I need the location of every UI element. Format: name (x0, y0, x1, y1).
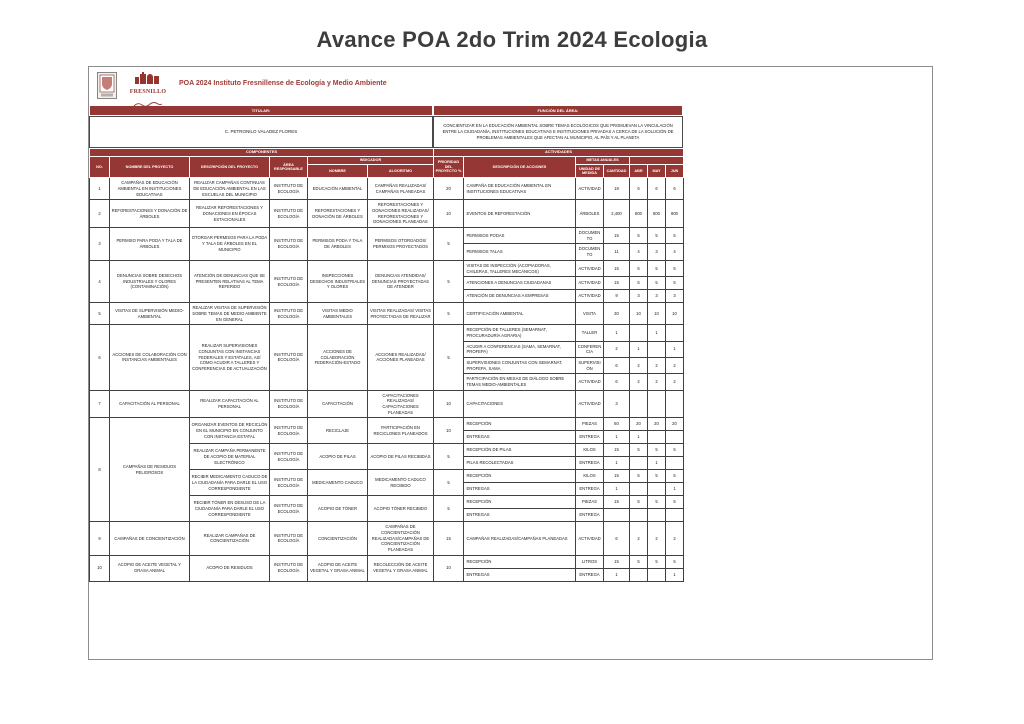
cell-cantidad: 3 (604, 390, 630, 418)
fresnillo-logo (125, 71, 171, 113)
cell-nombre-proyecto: ACCIONES DE COLABORACIÓN CON INSTANCIAS AMBIENTALES (110, 325, 190, 390)
header-months-spacer (630, 156, 684, 165)
cell-cantidad (604, 509, 630, 522)
cell-abr: 5 (630, 496, 648, 509)
cell-descripcion-accion: CAMPAÑA DE EDUCACIÓN AMBIENTAL EN INSTITUCIONES EDUCATIVAS (464, 178, 576, 200)
cell-descripcion-proyecto: REALIZAR REFORESTACIONES Y DONACIONES EN ÉPOCAS ESTACIONALES (190, 200, 270, 228)
table-row (90, 260, 684, 276)
cell-algoritmo: RECOLECCIÓN DE ACEITE VEGETAL Y GRASA ANIMAL (368, 555, 434, 581)
cell-descripcion-accion: ATENCIÓN DE DENUNCIAS A EMPRESAS (464, 290, 576, 303)
cell-prioridad: 10 (434, 418, 464, 444)
cell-descripcion-accion: SUPERVISIONES CONJUNTAS CON SEMARNAT, PROFEPA, SAMA (464, 357, 576, 373)
cell-abr: 10 (630, 303, 648, 325)
cell-prioridad: 5 (434, 303, 464, 325)
cell-jun: 5 (666, 260, 684, 276)
cell-nombre-proyecto: CAMPAÑAS DE EDUCACIÓN AMBIENTAL EN INSTITUCIONES EDUCATIVAS (110, 178, 190, 200)
cell-algoritmo: MEDICAMENTO CADUCO RECIBIDO (368, 470, 434, 496)
cell-area-responsable: INSTITUTO DE ECOLOGÍA (270, 303, 308, 325)
cell-unidad-medida: ENTREGA (576, 568, 604, 581)
document-header (89, 67, 684, 105)
cell-unidad-medida: TALLER (576, 325, 604, 341)
cell-prioridad: 5 (434, 260, 464, 302)
cell-jun: 800 (666, 200, 684, 228)
header-nombre-proyecto: NOMBRE DEL PROYECTO (110, 156, 190, 178)
cell-descripcion-accion: PARTICIPACIÓN EN MESAS DE DIÁLOGO SOBRE TEMAS MEDIO-AMBIENTALES (464, 374, 576, 390)
cell-cantidad: 15 (604, 496, 630, 509)
table-row (90, 200, 684, 228)
header-unidad-medida: UNIDAD DE MEDIDA (576, 165, 604, 178)
cell-unidad-medida: CONFERENCIA (576, 341, 604, 357)
cell-cantidad: 60 (604, 418, 630, 431)
cell-cantidad: 2 (604, 341, 630, 357)
cell-unidad-medida: ENTREGA (576, 483, 604, 496)
cell-descripcion-proyecto: ORGANIZAR EVENTOS DE RECICLÓN EN EL MUNICIPIO EN CONJUNTO CON INSTANCIA ESTATAL (190, 418, 270, 444)
cell-descripcion-proyecto: ACOPIO DE RESIDUOS (190, 555, 270, 581)
cell-nombre-proyecto: DENUNCIAS SOBRE DESECHOS INDUSTRIALES Y OLORES (CONTAMINACIÓN) (110, 260, 190, 302)
cell-unidad-medida: SUPERVISIÓN (576, 357, 604, 373)
cell-descripcion-accion: PERMISOS TALAS (464, 244, 576, 260)
header-metas-anuales: METAS ANUALES (576, 156, 630, 165)
cell-abr: 2 (630, 357, 648, 373)
fresnillo-wordmark: FRESNILLO (129, 89, 167, 95)
cell-descripcion-accion: RECEPCIÓN (464, 496, 576, 509)
cell-abr: 1 (630, 431, 648, 444)
header-band-row (90, 149, 684, 157)
cell-descripcion-accion: ENTREGAS (464, 483, 576, 496)
cell-jun: 20 (666, 418, 684, 431)
cell-may: 10 (648, 303, 666, 325)
header-no: NO. (90, 156, 110, 178)
cell-jun: 5 (666, 555, 684, 568)
cell-unidad-medida: KILOS (576, 444, 604, 457)
cell-descripcion-proyecto: ATENCIÓN DE DENUNCIAS QUE SE PRESENTEN RELATIVAS AL TEMA REFERIDO (190, 260, 270, 302)
cell-area-responsable: INSTITUTO DE ECOLOGÍA (270, 325, 308, 390)
cell-area-responsable: INSTITUTO DE ECOLOGÍA (270, 390, 308, 418)
page-title: Avance POA 2do Trim 2024 Ecologia (316, 27, 708, 52)
cell-descripcion-proyecto: REALIZAR CAMPAÑAS DE CONCIENTIZACIÓN (190, 522, 270, 555)
cell-descripcion-accion: RECEPCIÓN DE TALLERES (SEMARNAT, PROCURADURÍA AGRARIA) (464, 325, 576, 341)
cell-no: 6 (90, 325, 110, 390)
cell-indicador-nombre: REFORESTACIONES Y DONACIÓN DE ÁRBOLES (308, 200, 368, 228)
cell-nombre-proyecto: PERMISO PARA PODA Y TALA DE ÁRBOLES (110, 228, 190, 261)
poa-table (89, 148, 684, 582)
cell-may: 2 (648, 357, 666, 373)
cell-cantidad: 1 (604, 568, 630, 581)
cell-jun (666, 431, 684, 444)
cell-jun: 10 (666, 303, 684, 325)
cell-area-responsable: INSTITUTO DE ECOLOGÍA (270, 228, 308, 261)
cell-area-responsable: INSTITUTO DE ECOLOGÍA (270, 470, 308, 496)
cell-nombre-proyecto: ACOPIO DE ACEITE VEGETAL Y GRASA ANIMAL (110, 555, 190, 581)
cell-nombre-proyecto: CAPACITACIÓN AL PERSONAL (110, 390, 190, 418)
cell-descripcion-proyecto: REALIZAR SUPERVISIONES CONJUNTAS CON INSTANCIAS FEDERALES Y ESTATALES, ASÍ COMO ACUDIR A TALLERES Y CONFERENCIAS DE ACTUALIZACIÓN (190, 325, 270, 390)
header-abr: ABR (630, 165, 648, 178)
cell-may: 20 (648, 418, 666, 431)
cell-unidad-medida: ACTIVIDAD (576, 290, 604, 303)
header-componentes: COMPONENTES (90, 149, 434, 157)
cell-may: 5 (648, 228, 666, 244)
cell-indicador-nombre: CAPACITACIÓN (308, 390, 368, 418)
table-row (90, 325, 684, 341)
funcion-area-value: CONCIENTIZAR EN LA EDUCACIÓN AMBIENTAL SOBRE TEMAS ECOLÓGICOS QUE PROMUEVAN LA VINCULACIÓN ENTRE LA CIUDADANÍA, INSTITUCIONES EDUCATIVAS E INSTITUCIONES PRIVADAS A CERCA DE LA SOLUCIÓN DE PROBLEMAS AMBIENTALES QUE AFECTAN AL MUNICIPIO, AL PAÍS Y AL PLANETA (433, 116, 683, 148)
cell-indicador-nombre: PERMISOS PODA Y TALA DE ÁRBOLES (308, 228, 368, 261)
cell-area-responsable: INSTITUTO DE ECOLOGÍA (270, 555, 308, 581)
cell-cantidad: 15 (604, 228, 630, 244)
org-title: POA 2024 Instituto Fresnillense de Ecología y Medio Ambiente (179, 80, 387, 87)
table-row (90, 555, 684, 568)
table-row (90, 228, 684, 244)
cell-may: 1 (648, 457, 666, 470)
cell-cantidad: 6 (604, 357, 630, 373)
cell-indicador-nombre: VISITAS MEDIO AMBIENTALES (308, 303, 368, 325)
header-indicador-nombre: NOMBRE (308, 165, 368, 178)
cell-jun: 6 (666, 178, 684, 200)
cell-algoritmo: ACOPIO DE PILAS RECIBIDAS (368, 444, 434, 470)
cell-jun: 2 (666, 374, 684, 390)
cell-cantidad: 30 (604, 303, 630, 325)
cell-unidad-medida: ENTREGA (576, 457, 604, 470)
cell-indicador-nombre: ACOPIO DE PILAS (308, 444, 368, 470)
fresnillo-script-squiggle (133, 102, 163, 108)
titular-label: TITULAR: (89, 105, 433, 116)
cell-unidad-medida: DOCUMENTO (576, 228, 604, 244)
cell-area-responsable: INSTITUTO DE ECOLOGÍA (270, 418, 308, 444)
cell-may: 6 (648, 178, 666, 200)
cell-unidad-medida: ACTIVIDAD (576, 390, 604, 418)
cell-area-responsable: INSTITUTO DE ECOLOGÍA (270, 496, 308, 522)
cell-may: 2 (648, 374, 666, 390)
table-row (90, 390, 684, 418)
cell-jun (666, 390, 684, 418)
cell-descripcion-accion: EVENTOS DE REFORESTACIÓN (464, 200, 576, 228)
cell-nombre-proyecto: CAMPAÑAS DE RESIDUOS PELIGROSOS (110, 418, 190, 522)
cell-no: 2 (90, 200, 110, 228)
cell-no: 9 (90, 522, 110, 555)
cell-prioridad: 5 (434, 228, 464, 261)
cell-unidad-medida: ACTIVIDAD (576, 522, 604, 555)
cell-algoritmo: DENUNCIAS ATENDIDAS/ DENUNCIAS PROYECTADAS DE ATENDER (368, 260, 434, 302)
cell-indicador-nombre: ACCIONES DE COLABORACIÓN FEDERACIÓN-ESTADO (308, 325, 368, 390)
cell-may: 3 (648, 244, 666, 260)
header-jun: JUN (666, 165, 684, 178)
cell-unidad-medida: ACTIVIDAD (576, 178, 604, 200)
cell-cantidad: 1 (604, 483, 630, 496)
cell-area-responsable: INSTITUTO DE ECOLOGÍA (270, 200, 308, 228)
cell-area-responsable: INSTITUTO DE ECOLOGÍA (270, 178, 308, 200)
cell-jun (666, 457, 684, 470)
cell-cantidad: 15 (604, 277, 630, 290)
cell-cantidad: 11 (604, 244, 630, 260)
cell-jun: 2 (666, 357, 684, 373)
cell-may: 5 (648, 470, 666, 483)
table-row (90, 178, 684, 200)
cell-algoritmo: CAMPAÑAS DE CONCIENTIZACIÓN REALIZADAS/CAMPAÑAS DE CONCIENTIZACIÓN PLANEADAS (368, 522, 434, 555)
cell-abr: 2 (630, 522, 648, 555)
municipal-crest-logo (97, 72, 117, 104)
cell-area-responsable: INSTITUTO DE ECOLOGÍA (270, 260, 308, 302)
cell-no: 3 (90, 228, 110, 261)
cell-unidad-medida: ÁRBOLES (576, 200, 604, 228)
cell-may: 5 (648, 260, 666, 276)
header-cantidad: CANTIDAD (604, 165, 630, 178)
cell-descripcion-proyecto: OTORGAR PERMISOS PARA LA PODA Y TALA DE ÁRBOLES EN EL MUNICIPIO (190, 228, 270, 261)
cell-jun: 5 (666, 496, 684, 509)
cell-unidad-medida: LITROS (576, 555, 604, 568)
cell-may: 800 (648, 200, 666, 228)
cell-abr: 5 (630, 277, 648, 290)
table-row (90, 418, 684, 431)
titular-funcion-section (89, 105, 683, 148)
cell-may: 5 (648, 555, 666, 568)
cell-abr: 5 (630, 228, 648, 244)
cell-nombre-proyecto: CAMPAÑAS DE CONCIENTIZACIÓN (110, 522, 190, 555)
cell-prioridad: 10 (434, 200, 464, 228)
cell-abr: 5 (630, 444, 648, 457)
cell-unidad-medida: ACTIVIDAD (576, 374, 604, 390)
fresnillo-buildings-icon (131, 72, 165, 84)
document-content (89, 67, 684, 582)
cell-unidad-medida: ACTIVIDAD (576, 260, 604, 276)
cell-may (648, 568, 666, 581)
cell-may (648, 390, 666, 418)
cell-descripcion-accion: ENTREGAS (464, 568, 576, 581)
cell-descripcion-accion: PERMISOS PODAS (464, 228, 576, 244)
cell-cantidad: 2,400 (604, 200, 630, 228)
cell-descripcion-proyecto: REALIZAR VISITAS DE SUPERVISIÓN SOBRE TEMAS DE MEDIO AMBIENTE EN GENERAL (190, 303, 270, 325)
funcion-area-label: FUNCIÓN DEL ÁREA: (433, 105, 683, 116)
header-algoritmo: ALGORITMO (368, 165, 434, 178)
cell-abr (630, 390, 648, 418)
header-area-responsable: ÁREA RESPONSABLE (270, 156, 308, 178)
cell-algoritmo: ACCIONES REALIZADAS/ ACCIONES PLANEADAS (368, 325, 434, 390)
cell-unidad-medida: PIEZAS (576, 496, 604, 509)
cell-algoritmo: VISITAS REALIZADAS/ VISITAS PROYECTADAS DE REALIZAR (368, 303, 434, 325)
header-may: MAY (648, 165, 666, 178)
cell-algoritmo: PERMISOS OTORGADOS/ PERMISOS PROYECTADOS (368, 228, 434, 261)
cell-abr: 3 (630, 290, 648, 303)
cell-abr: 800 (630, 200, 648, 228)
header-descripcion-proyecto: DESCRIPCIÓN DEL PROYECTO (190, 156, 270, 178)
cell-may: 1 (648, 325, 666, 341)
cell-descripcion-proyecto: RECIBIR TÓNER EN DESUSO DE LA CIUDADANÍA PARA DARLE EL USO CORRESPONDIENTE (190, 496, 270, 522)
cell-jun: 1 (666, 568, 684, 581)
cell-prioridad: 20 (434, 178, 464, 200)
cell-prioridad: 5 (434, 470, 464, 496)
cell-jun: 5 (666, 228, 684, 244)
header-prioridad: PRIORIDAD DEL PROYECTO % (434, 156, 464, 178)
cell-unidad-medida: KILOS (576, 470, 604, 483)
cell-descripcion-proyecto: RECIBIR MEDICAMENTO CADUCO DE LA CIUDADANÍA PARA DARLE EL USO CORRESPONDIENTE (190, 470, 270, 496)
cell-descripcion-accion: PILAS RECOLECTADAS (464, 457, 576, 470)
cell-cantidad: 1 (604, 325, 630, 341)
cell-may: 3 (648, 290, 666, 303)
cell-jun (666, 509, 684, 522)
cell-abr (630, 457, 648, 470)
cell-prioridad: 5 (434, 444, 464, 470)
cell-indicador-nombre: INSPECCIONES DESECHOS INDUSTRIALES Y OLORES (308, 260, 368, 302)
cell-jun: 5 (666, 277, 684, 290)
cell-no: 8 (90, 418, 110, 522)
cell-indicador-nombre: EDUCACIÓN AMBIENTAL (308, 178, 368, 200)
cell-abr: 5 (630, 555, 648, 568)
cell-may (648, 341, 666, 357)
cell-abr (630, 483, 648, 496)
cell-abr: 20 (630, 418, 648, 431)
poa-table-body (90, 178, 684, 581)
cell-descripcion-accion: ACUDIR A CONFERENCIAS (SAMA, SEMARNAT, PROFEPA) (464, 341, 576, 357)
cell-descripcion-accion: CERTIFICACIÓN AMBIENTAL (464, 303, 576, 325)
cell-descripcion-accion: ENTREGAS (464, 509, 576, 522)
cell-area-responsable: INSTITUTO DE ECOLOGÍA (270, 522, 308, 555)
cell-cantidad: 1 (604, 431, 630, 444)
cell-descripcion-proyecto: REALIZAR CAPACITACIÓN AL PERSONAL (190, 390, 270, 418)
table-row (90, 522, 684, 555)
cell-jun: 1 (666, 341, 684, 357)
cell-descripcion-accion: RECEPCIÓN (464, 555, 576, 568)
cell-prioridad: 15 (434, 522, 464, 555)
titular-value: C. PETRONILO VALADEZ FLORES (89, 116, 433, 148)
cell-cantidad: 15 (604, 470, 630, 483)
cell-may (648, 509, 666, 522)
cell-prioridad: 5 (434, 496, 464, 522)
cell-no: 4 (90, 260, 110, 302)
cell-abr: 4 (630, 244, 648, 260)
cell-indicador-nombre: ACOPIO DE ACEITE VEGETAL Y GRASA ANIMAL (308, 555, 368, 581)
cell-unidad-medida: PIEZAS (576, 418, 604, 431)
cell-area-responsable: INSTITUTO DE ECOLOGÍA (270, 444, 308, 470)
cell-may: 5 (648, 444, 666, 457)
cell-jun: 4 (666, 244, 684, 260)
cell-descripcion-proyecto: REALIZAR CAMPAÑA PERMANENTE DE ACOPIO DE MATERIAL ELECTRÓNICO (190, 444, 270, 470)
cell-may: 5 (648, 496, 666, 509)
cell-descripcion-accion: ENTREGAS (464, 431, 576, 444)
cell-may: 5 (648, 277, 666, 290)
cell-descripcion-accion: RECEPCIÓN (464, 418, 576, 431)
header-indicador: INDICADOR (308, 156, 434, 165)
cell-abr: 1 (630, 341, 648, 357)
cell-indicador-nombre: CONCIENTIZACIÓN (308, 522, 368, 555)
cell-descripcion-accion: CAMPAÑAS REALIZADAS/CAMPAÑAS PLANEADAS (464, 522, 576, 555)
cell-unidad-medida: DOCUMENTO (576, 244, 604, 260)
cell-abr (630, 325, 648, 341)
cell-no: 10 (90, 555, 110, 581)
cell-prioridad: 5 (434, 325, 464, 390)
cell-cantidad: 6 (604, 374, 630, 390)
cell-jun (666, 325, 684, 341)
cell-jun: 3 (666, 290, 684, 303)
cell-cantidad: 1 (604, 457, 630, 470)
header-group-row (90, 156, 684, 165)
cell-unidad-medida: VISITA (576, 303, 604, 325)
cell-cantidad: 18 (604, 178, 630, 200)
cell-nombre-proyecto: REFORESTACIONES Y DONACIÓN DE ÁRBOLES (110, 200, 190, 228)
cell-cantidad: 15 (604, 555, 630, 568)
cell-unidad-medida: ENTREGA (576, 509, 604, 522)
cell-may (648, 431, 666, 444)
cell-cantidad: 15 (604, 444, 630, 457)
cell-prioridad: 10 (434, 555, 464, 581)
cell-algoritmo: ACOPIO TÓNER RECIBIDO (368, 496, 434, 522)
cell-cantidad: 6 (604, 522, 630, 555)
cell-jun: 5 (666, 470, 684, 483)
cell-abr: 5 (630, 470, 648, 483)
cell-indicador-nombre: RECICLAJE (308, 418, 368, 444)
cell-no: 7 (90, 390, 110, 418)
cell-cantidad: 9 (604, 290, 630, 303)
cell-algoritmo: CAMPAÑAS REALIZADAS/ CAMPAÑAS PLANEADAS (368, 178, 434, 200)
cell-cantidad: 15 (604, 260, 630, 276)
cell-unidad-medida: ACTIVIDAD (576, 277, 604, 290)
cell-algoritmo: REFORESTACIONES Y DONACIONES REALIZADAS/ REFORESTACIONES Y DONACIONES PLANEADAS (368, 200, 434, 228)
cell-no: 5 (90, 303, 110, 325)
cell-abr (630, 509, 648, 522)
cell-descripcion-accion: VISITAS DE INSPECCIÓN (ACOPIADORAS, CHILERAS, TALLERES MECÁNICOS) (464, 260, 576, 276)
cell-descripcion-accion: RECEPCIÓN (464, 470, 576, 483)
cell-may: 2 (648, 522, 666, 555)
cell-may (648, 483, 666, 496)
header-actividades: ACTIVIDADES (434, 149, 684, 157)
cell-abr: 2 (630, 374, 648, 390)
cell-abr: 5 (630, 260, 648, 276)
cell-jun: 2 (666, 522, 684, 555)
cell-indicador-nombre: MEDICAMENTO CADUCO (308, 470, 368, 496)
cell-descripcion-accion: ATENCIONES A DENUNCIAS CIUDADANAS (464, 277, 576, 290)
cell-jun: 5 (666, 444, 684, 457)
cell-nombre-proyecto: VISITAS DE SUPERVISIÓN MEDIO-AMBIENTAL (110, 303, 190, 325)
header-descripcion-acciones: DESCRIPCIÓN DE ACCIONES (464, 156, 576, 178)
cell-descripcion-accion: RECEPCIÓN DE PILAS (464, 444, 576, 457)
cell-algoritmo: PARTICIPACIÓN EN RECICLONES PLANEADOS (368, 418, 434, 444)
cell-prioridad: 10 (434, 390, 464, 418)
cell-descripcion-proyecto: REALIZAR CAMPAÑAS CONTINUAS DE EDUCACIÓN AMBIENTAL EN LAS ESCUELAS DEL MUNICIPIO (190, 178, 270, 200)
cell-indicador-nombre: ACOPIO DE TÓNER (308, 496, 368, 522)
cell-abr: 6 (630, 178, 648, 200)
table-row (90, 303, 684, 325)
cell-jun: 1 (666, 483, 684, 496)
cell-algoritmo: CAPACITACIONES REALIZADAS/ CAPACITACIONES PLANEADAS (368, 390, 434, 418)
poa-table-header (90, 149, 684, 178)
cell-unidad-medida: ENTREGA (576, 431, 604, 444)
document-frame (88, 66, 933, 660)
cell-descripcion-accion: CAPACITACIONES (464, 390, 576, 418)
cell-no: 1 (90, 178, 110, 200)
cell-abr (630, 568, 648, 581)
